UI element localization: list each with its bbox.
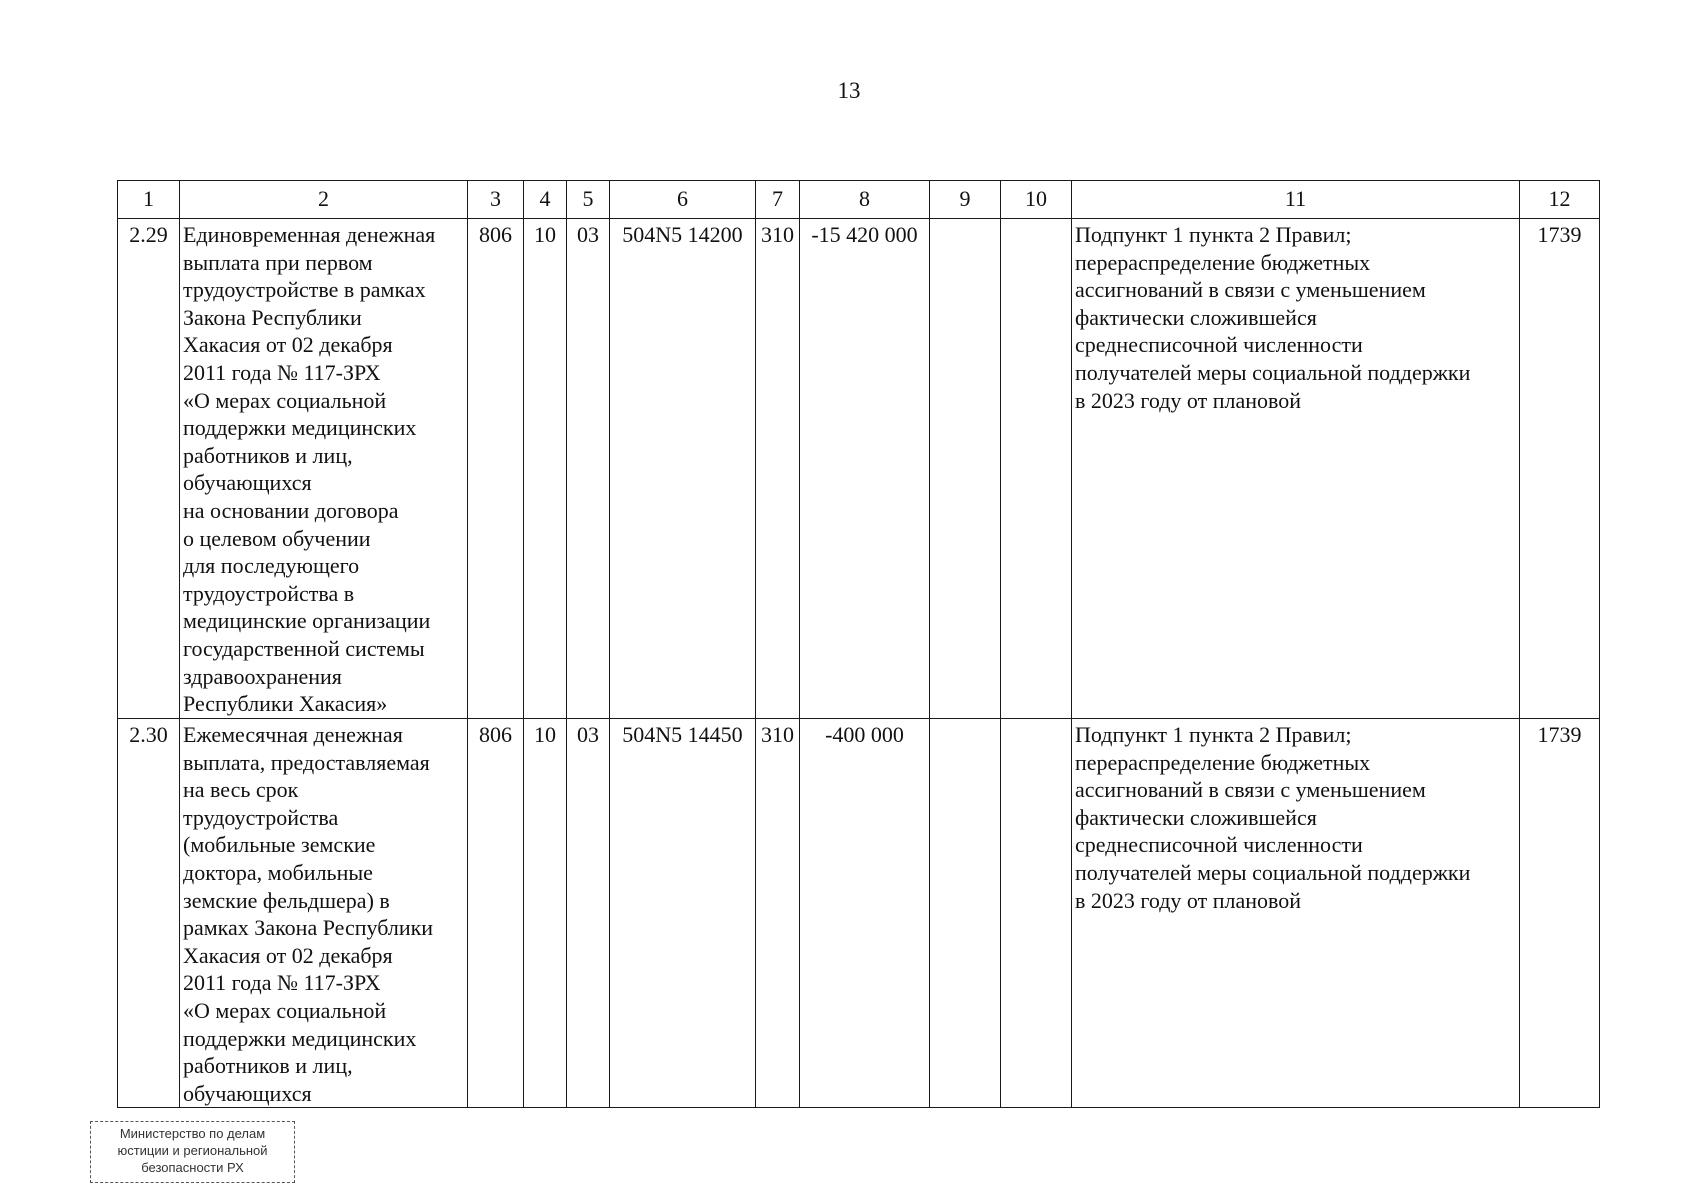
header-cell-2: 2 <box>180 181 468 219</box>
cell-col11: Подпункт 1 пункта 2 Правил; перераспределение бюджетных ассигнований в связи с уменьшением фактически сложившейся среднесписочной численности получателей меры социальной поддержки в 2023 году от плановой <box>1072 219 1520 719</box>
cell-col3: 806 <box>468 219 524 719</box>
budget-table <box>117 180 1600 1108</box>
header-cell-11: 11 <box>1072 181 1520 219</box>
header-cell-4: 4 <box>524 181 567 219</box>
table-row <box>118 719 1600 1108</box>
cell-col5: 03 <box>567 719 610 1108</box>
row-description: Единовременная денежная выплата при первом трудоустройстве в рамках Закона Республики Хакасия от 02 декабря 2011 года № 117-ЗРХ «О мерах социальной поддержки медицинских работников и лиц, обучающихся на основании договора о целевом обучении для последующего трудоустройства в медицинские организации государственной системы здравоохранения Республики Хакасия» <box>180 219 468 719</box>
stamp-line-2: юстиции и региональной <box>117 1143 268 1158</box>
cell-col8: -400 000 <box>800 719 930 1108</box>
cell-col6: 504N5 14200 <box>610 219 756 719</box>
stamp-line-1: Министерство по делам <box>119 1126 266 1141</box>
header-cell-7: 7 <box>756 181 800 219</box>
cell-col12: 1739 <box>1520 719 1600 1108</box>
header-cell-8: 8 <box>800 181 930 219</box>
cell-col4: 10 <box>524 719 567 1108</box>
row-description: Ежемесячная денежная выплата, предоставляемая на весь срок трудоустройства (мобильные земские доктора, мобильные земские фельдшера) в рамках Закона Республики Хакасия от 02 декабря 2011 года № 117-ЗРХ «О мерах социальной поддержки медицинских работников и лиц, обучающихся <box>180 719 468 1108</box>
cell-col10 <box>1001 219 1072 719</box>
cell-col5: 03 <box>567 219 610 719</box>
cell-col3: 806 <box>468 719 524 1108</box>
header-cell-6: 6 <box>610 181 756 219</box>
row-number: 2.29 <box>118 219 180 719</box>
page-number: 13 <box>837 78 861 103</box>
cell-col6: 504N5 14450 <box>610 719 756 1108</box>
cell-col12: 1739 <box>1520 219 1600 719</box>
header-cell-3: 3 <box>468 181 524 219</box>
cell-col11: Подпункт 1 пункта 2 Правил; перераспределение бюджетных ассигнований в связи с уменьшением фактически сложившейся среднесписочной численности получателей меры социальной поддержки в 2023 году от плановой <box>1072 719 1520 1108</box>
ministry-stamp <box>90 1121 295 1183</box>
table-header-row <box>118 181 1600 219</box>
cell-col7: 310 <box>756 219 800 719</box>
cell-col7: 310 <box>756 719 800 1108</box>
cell-col9 <box>930 719 1001 1108</box>
row-number: 2.30 <box>118 719 180 1108</box>
cell-col10 <box>1001 719 1072 1108</box>
header-cell-1: 1 <box>118 181 180 219</box>
header-cell-10: 10 <box>1001 181 1072 219</box>
cell-col9 <box>930 219 1001 719</box>
table-row <box>118 219 1600 719</box>
cell-col4: 10 <box>524 219 567 719</box>
stamp-line-3: безопасности РХ <box>141 1160 244 1175</box>
header-cell-5: 5 <box>567 181 610 219</box>
cell-col8: -15 420 000 <box>800 219 930 719</box>
header-cell-12: 12 <box>1520 181 1600 219</box>
header-cell-9: 9 <box>930 181 1001 219</box>
